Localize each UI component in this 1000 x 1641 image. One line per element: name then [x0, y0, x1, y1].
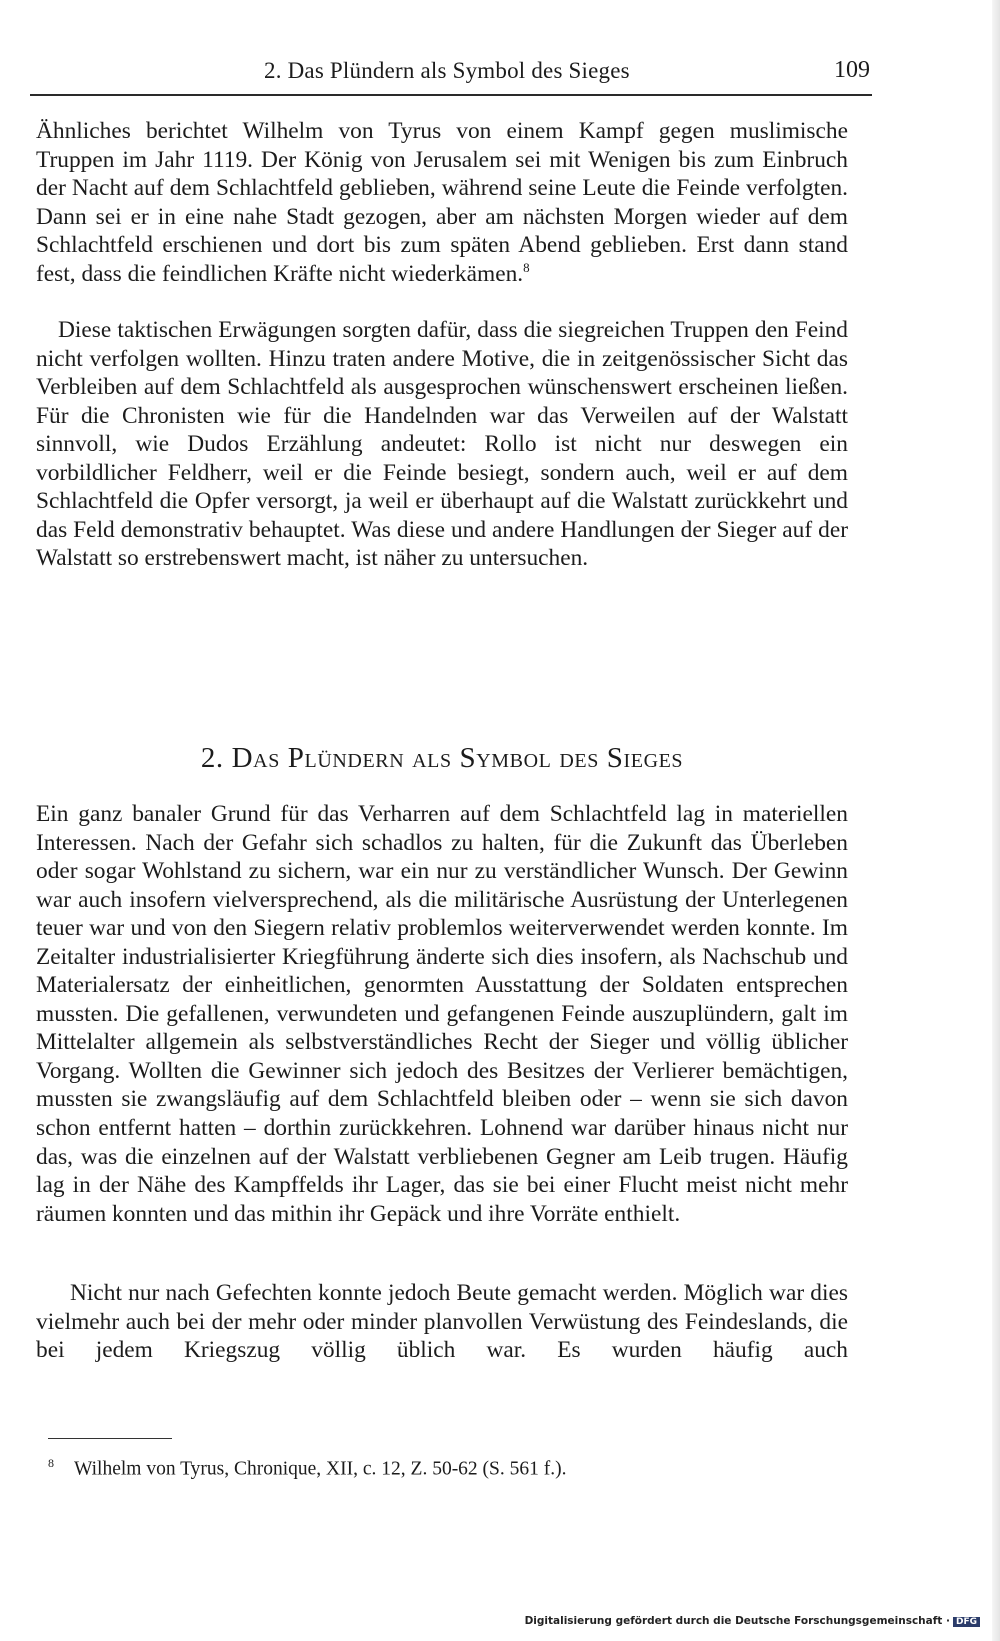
page-number: 109: [834, 57, 870, 83]
running-header: [30, 54, 872, 96]
section-heading: 2. Das Plündern als Symbol des Sieges: [200, 742, 684, 774]
footnote: [48, 1456, 848, 1481]
section-paragraph-1: Ein ganz banaler Grund für das Verharren auf dem Schlachtfeld lag in materiellen Interessen. Nach der Gefahr sich schadlos zu halten, für die Zukunft das Überleben oder sogar Wohlstand zu sichern, war ein nur zu verständlicher Wunsch. Der Gewinn war auch insofern vielversprechend, als die militärische Ausrüstung der Unterlegenen teuer war und von den Siegern relativ problemlos weiterverwendet werden konnte. Im Zeitalter industrialisierter Kriegführung änderte sich dies insofern, als Nachschub und Materialersatz der einheitlichen, genormten Ausstattung der Soldaten entsprechen mussten. Die gefallenen, verwundeten und gefangenen Feinde auszuplündern, galt im Mittelalter allgemein als selbstverständliches Recht der Sieger und völlig üblicher Vorgang. Wollten die Gewinner sich jedoch des Besitzes der Verlierer bemächtigen, mussten sie zwangsläufig auf dem Schlachtfeld bleiben oder – wenn sie sich davon schon entfernt hatten – dorthin zurückkehren. Lohnend war darüber hinaus nicht nur das, was die einzelnen auf der Walstatt verbliebenen Gegner am Leib trugen. Häufig lag in der Nähe des Kampffelds ihr Lager, das sie bei einer Flucht meist nicht mehr räumen konnten und das mithin ihr Gepäck und ihre Vorräte enthielt.: [36, 801, 848, 1227]
footnote-text: Wilhelm von Tyrus, Chronique, XII, c. 12, Z. 50-62 (S. 561 f.).: [74, 1458, 567, 1480]
digitization-credit-text: Digitalisierung gefördert durch die Deutsche Forschungsgemeinschaft ·: [524, 1615, 950, 1627]
running-title: 2. Das Plündern als Symbol des Sieges: [264, 58, 630, 83]
scan-page-edge: [992, 0, 1000, 1641]
intro-paragraph-2: Diese taktischen Erwägungen sorgten dafür, dass die siegreichen Truppen den Feind nicht verfolgen wollten. Hinzu traten andere Motive, die in zeitgenössischer Sicht das Verbleiben auf dem Schlachtfeld als ausgesprochen wünschenswert erscheinen ließen. Für die Chronisten wie für die Handelnden war das Verweilen auf der Walstatt sinnvoll, wie Dudos Erzählung andeutet: Rollo ist nicht nur deswegen ein vorbildlicher Feldherr, weil er die Feinde besiegt, sondern auch, weil er auf dem Schlachtfeld die Opfer versorgt, ja weil er überhaupt auf die Walstatt zurückkehrt und das Feld demonstrativ behauptet. Was diese und andere Handlungen der Sieger auf der Walstatt so erstrebenswert macht, ist näher zu untersuchen.: [36, 317, 848, 572]
footnote-marker: 8: [48, 1456, 54, 1470]
footnote-reference: 8: [523, 259, 530, 275]
digitization-credit: [525, 1615, 980, 1627]
intro-paragraph-1-text: Ähnliches berichtet Wilhelm von Tyrus von einem Kampf gegen muslimische Truppen im Jahr 1119. Der König von Jerusalem sei mit Wenigen bis zum Einbruch der Nacht auf dem Schlachtfeld geblieben, während seine Leute die Feinde verfolgten. Dann sei er in eine nahe Stadt gezogen, aber am nächsten Morgen wieder auf dem Schlachtfeld erschienen und dort bis zum späten Abend geblieben. Erst dann stand fest, dass die feindlichen Kräfte nicht wiederkämen.: [36, 118, 848, 287]
footnote-divider: [48, 1438, 172, 1439]
dfg-logo: DFG: [953, 1617, 980, 1627]
intro-paragraph-1: [36, 117, 848, 317]
section-paragraph-2: Nicht nur nach Gefechten konnte jedoch Beute gemacht werden. Möglich war dies vielmehr auch bei der mehr oder minder planvollen Verwüstung des Feindeslands, die bei jedem Kriegszug völlig üblich war. Es wurden häufig auch: [36, 1280, 848, 1364]
